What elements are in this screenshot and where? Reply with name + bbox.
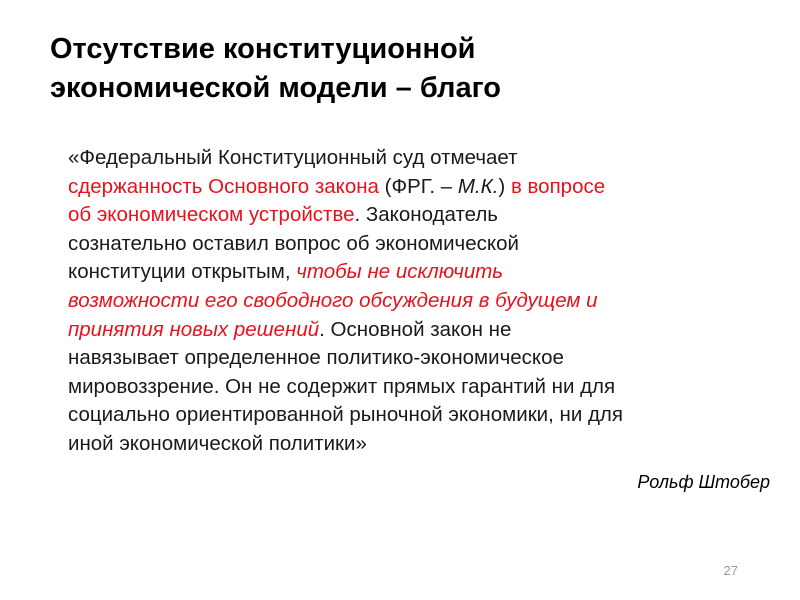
quote-part: навязывает определенное политико-экономическое — [68, 346, 564, 370]
quote-part: мировоззрение. Он не содержит прямых гарантий ни для — [68, 374, 616, 398]
quote-highlight: сдержанность Основного закона — [68, 174, 379, 198]
quote-highlight: в вопросе — [510, 174, 606, 198]
quote-part: иной экономической политики» — [68, 431, 367, 455]
quote-part: ) — [498, 174, 511, 198]
quote-highlight: чтобы не исключить — [296, 260, 504, 284]
quote-highlight: принятия новых решений — [68, 317, 320, 341]
quote-italic: М.К. — [457, 174, 499, 198]
quote-highlight: возможности его свободного обсуждения в будущем и — [68, 288, 598, 312]
slide-title — [50, 30, 770, 108]
quote-text — [68, 144, 773, 459]
quote-highlight: об экономическом устройстве — [68, 203, 355, 227]
title-line-1: Отсутствие конституционной — [50, 33, 476, 65]
page-number: 27 — [723, 563, 738, 578]
quote-part: «Федеральный Конституционный суд отмечает — [68, 146, 518, 169]
title-line-2: экономической модели – благо — [50, 72, 502, 104]
quote-part: (ФРГ. – — [378, 174, 458, 198]
quote-author: Рольф Штобер — [637, 472, 770, 492]
quote-part: . Основной закон не — [319, 317, 512, 341]
quote-part: сознательно оставил вопрос об экономической — [68, 231, 519, 255]
quote-part: . Законодатель — [354, 203, 498, 227]
quote-part: конституции открытым, — [68, 260, 297, 284]
quote-part: социально ориентированной рыночной экономики, ни для — [68, 403, 623, 427]
